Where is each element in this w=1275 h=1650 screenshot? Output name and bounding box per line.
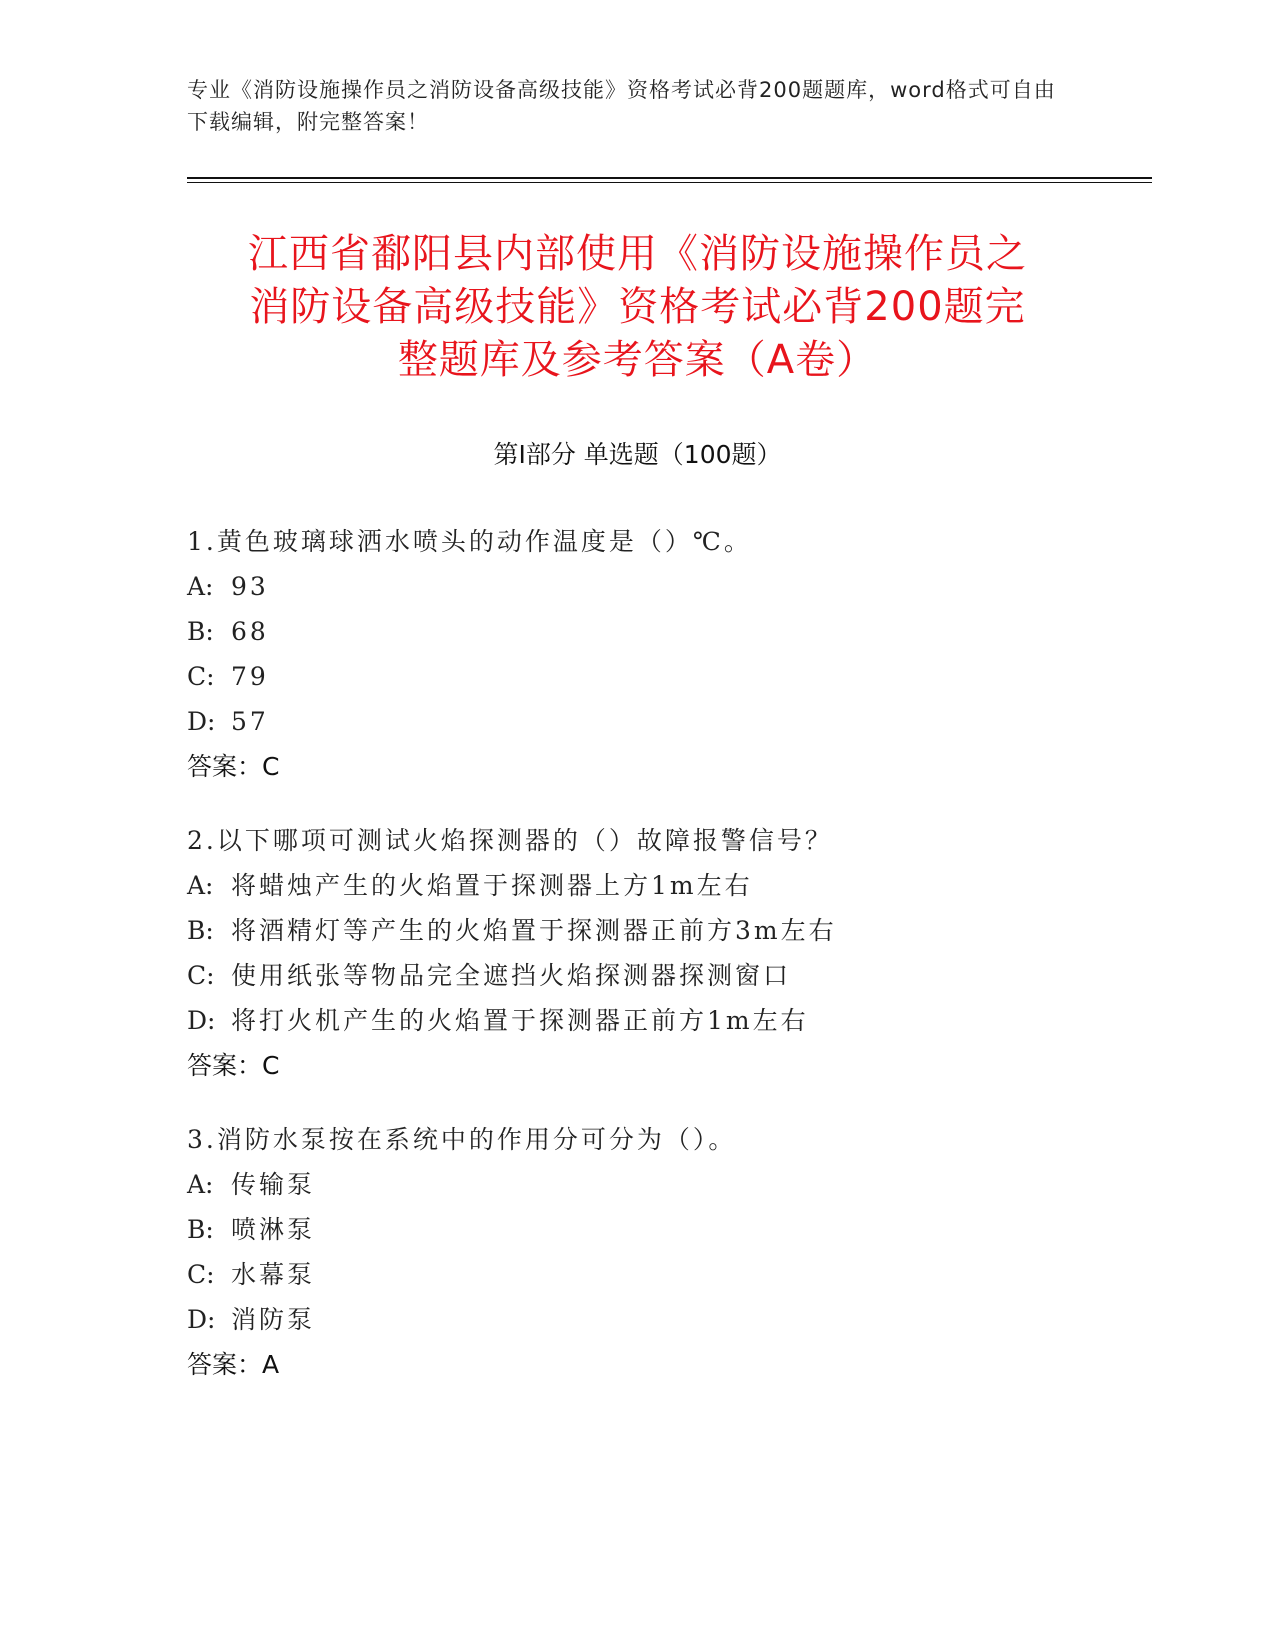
option-d <box>187 707 1147 752</box>
page-header: 专业《消防设施操作员之消防设备高级技能》资格考试必背200题题库，word格式可自由下载编辑，附完整答案！ <box>187 78 1056 134</box>
option-c <box>187 961 1147 1006</box>
option-c <box>187 1260 1147 1305</box>
option-text: 93 <box>231 572 269 601</box>
answer: 答案：A <box>187 1350 280 1379</box>
question-1 <box>187 527 1147 782</box>
question-list <box>187 527 1147 1424</box>
option-b <box>187 1215 1147 1260</box>
option-text: 将蜡烛产生的火焰置于探测器上方1m左右 <box>231 871 753 900</box>
question-stem: 3.消防水泵按在系统中的作用分可分为（）。 <box>187 1125 737 1154</box>
document-title-line-2: 消防设备高级技能》资格考试必背200题完 <box>249 284 1026 330</box>
option-letter: C: <box>187 1260 215 1289</box>
option-letter: B: <box>187 617 214 646</box>
option-c <box>187 662 1147 707</box>
option-letter: D: <box>187 707 216 736</box>
option-text: 消防泵 <box>231 1305 316 1334</box>
option-d <box>187 1305 1147 1350</box>
option-a <box>187 1170 1147 1215</box>
option-letter: A: <box>187 572 214 601</box>
option-text: 68 <box>231 617 269 646</box>
option-a <box>187 572 1147 617</box>
option-letter: D: <box>187 1305 216 1334</box>
question-stem: 1.黄色玻璃球洒水喷头的动作温度是（）℃。 <box>187 527 752 556</box>
option-text: 水幕泵 <box>231 1260 316 1289</box>
question-stem: 2.以下哪项可测试火焰探测器的（）故障报警信号？ <box>187 826 833 855</box>
option-text: 传输泵 <box>231 1170 316 1199</box>
option-text: 将酒精灯等产生的火焰置于探测器正前方3m左右 <box>231 916 837 945</box>
header-rule-thin <box>187 182 1152 183</box>
answer: 答案：C <box>187 1051 280 1080</box>
option-text: 使用纸张等物品完全遮挡火焰探测器探测窗口 <box>231 961 792 990</box>
document-title-line-1: 江西省鄱阳县内部使用《消防设施操作员之 <box>248 231 1027 277</box>
option-letter: B: <box>187 1215 214 1244</box>
option-text: 将打火机产生的火焰置于探测器正前方1m左右 <box>231 1006 809 1035</box>
option-text: 79 <box>231 662 269 691</box>
document-title-line-3: 整题库及参考答案（A卷） <box>397 337 878 383</box>
document-title <box>140 228 1135 387</box>
option-letter: B: <box>187 916 214 945</box>
section-title: 第Ⅰ部分 单选题（100题） <box>493 440 782 469</box>
option-a <box>187 871 1147 916</box>
option-text: 57 <box>231 707 269 736</box>
option-text: 喷淋泵 <box>231 1215 316 1244</box>
option-letter: D: <box>187 1006 216 1035</box>
header-rule-thick <box>187 177 1152 179</box>
option-letter: C: <box>187 662 215 691</box>
answer: 答案：C <box>187 752 280 781</box>
question-2 <box>187 826 1147 1081</box>
question-3 <box>187 1125 1147 1380</box>
option-b <box>187 916 1147 961</box>
option-letter: A: <box>187 1170 214 1199</box>
option-letter: C: <box>187 961 215 990</box>
option-d <box>187 1006 1147 1051</box>
option-b <box>187 617 1147 662</box>
option-letter: A: <box>187 871 214 900</box>
